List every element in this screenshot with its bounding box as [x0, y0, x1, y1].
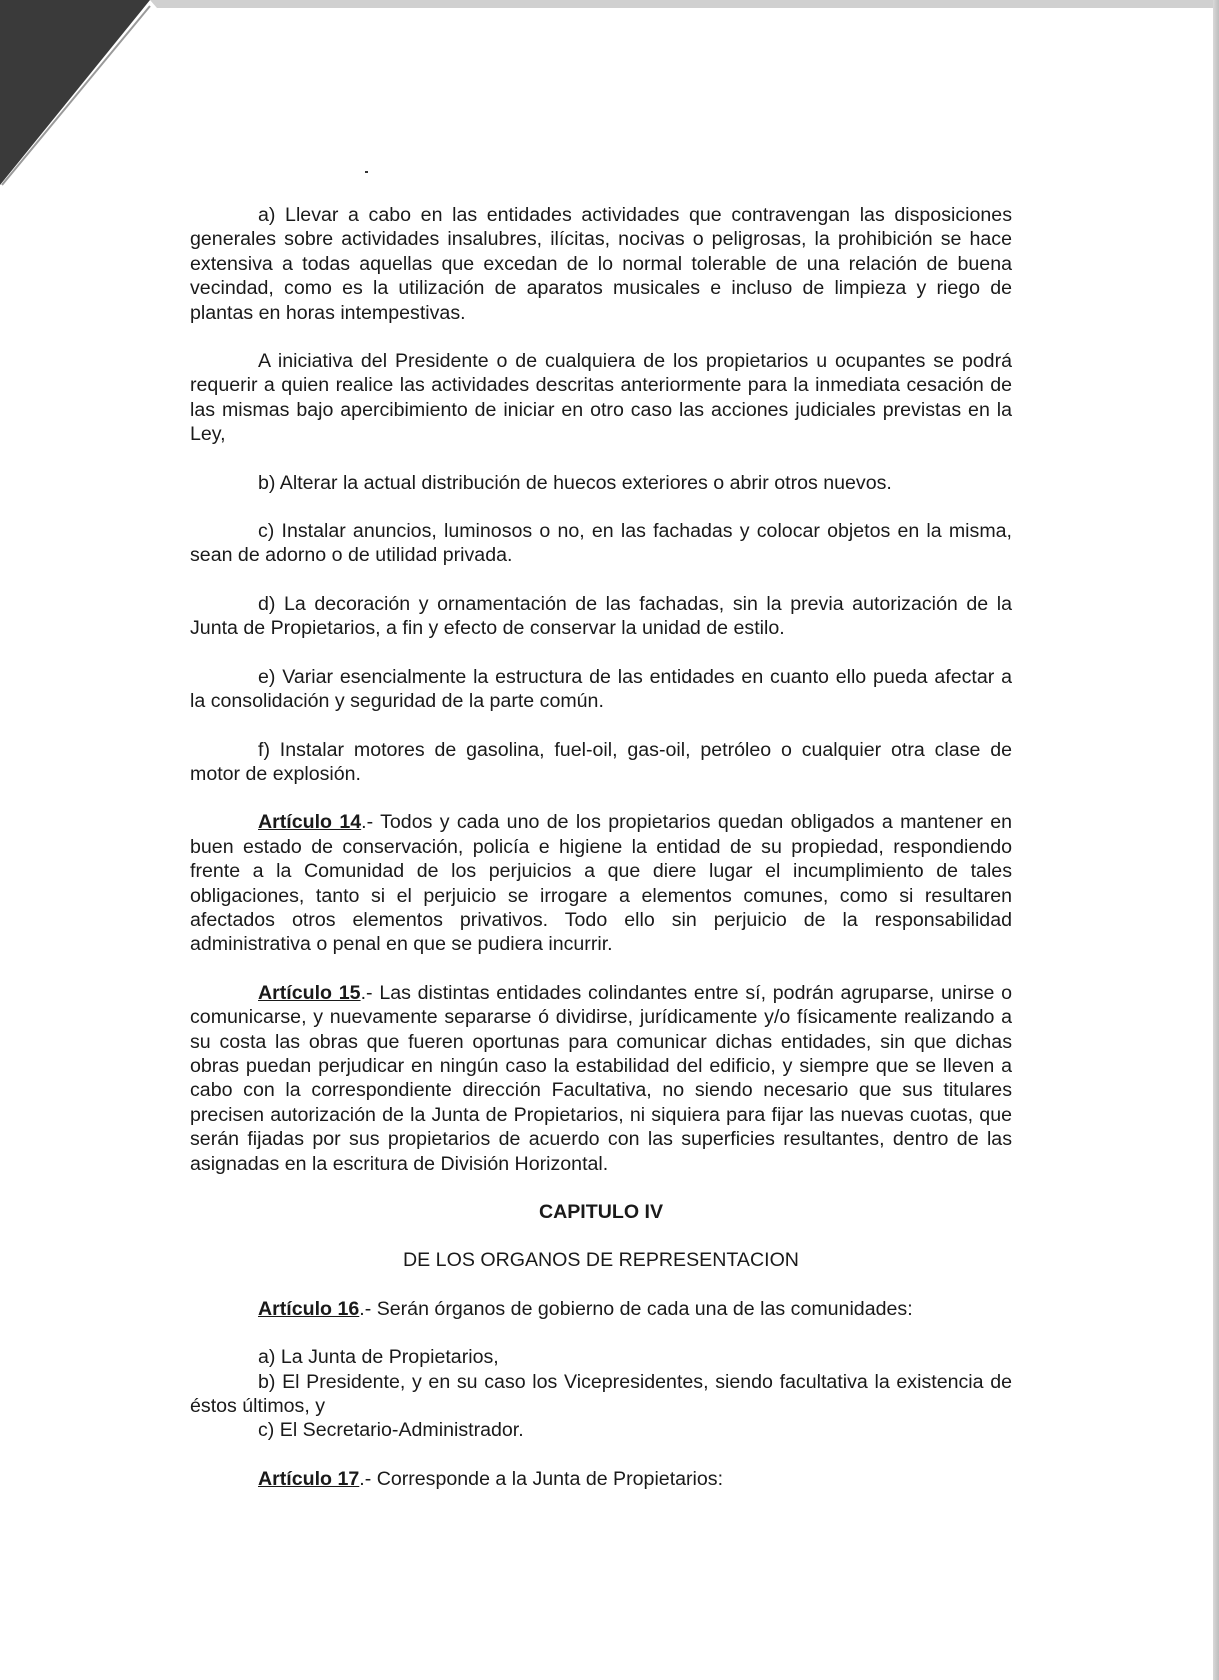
list16-item-b: b) El Presidente, y en su caso los Vicepresidentes, siendo facultativa la existencia de éstos últimos, y	[190, 1370, 1012, 1418]
article-14-body: Todos y cada uno de los propietarios quedan obligados a mantener en buen estado de conservación, policía e higiene la entidad de su propiedad, respondiendo frente a la Comunidad de los perjuicios a que diere lugar el incumplimiento de tales obligaciones, tanto si el perjuicio se irrogare a elementos comunes, como si resultaren afectados otros elementos privativos. Todo ello sin perjuicio de la responsabilidad administrativa o penal en que se pudiera incurrir.	[190, 811, 1012, 956]
article-16-title: Artículo 16	[258, 1297, 360, 1320]
paragraph-e: e) Variar esencialmente la estructura de las entidades en cuanto ello pueda afectar a la consolidación y seguridad de la parte común.	[190, 665, 1012, 713]
paragraph-f: f) Instalar motores de gasolina, fuel-oil, gas-oil, petróleo o cualquier otra clase de motor de explosión.	[190, 738, 1012, 785]
page-right-edge	[1213, 0, 1219, 1680]
article-15-sep: .-	[360, 981, 380, 1004]
document-body	[190, 203, 1012, 1491]
article-14	[190, 810, 1012, 956]
paragraph-d: d) La decoración y ornamentación de las fachadas, sin la previa autorización de la Junta de Propietarios, a fin y efecto de conservar la unidad de estilo.	[190, 592, 1012, 640]
paragraph-b: b) Alterar la actual distribución de huecos exteriores o abrir otros nuevos.	[258, 471, 892, 494]
article-15	[190, 981, 1012, 1176]
paragraph-c: c) Instalar anuncios, luminosos o no, en las fachadas y colocar objetos en la misma, sean de adorno o de utilidad privada.	[190, 520, 1012, 567]
article-14-sep: .-	[361, 811, 381, 834]
article-16	[190, 1297, 1012, 1321]
article-16-body: Serán órganos de gobierno de cada una de las comunidades:	[376, 1297, 913, 1320]
scan-speck	[365, 171, 368, 173]
list16-item-c: c) El Secretario-Administrador.	[258, 1419, 524, 1442]
article-17-body: Corresponde a la Junta de Propietarios:	[376, 1467, 724, 1490]
paragraph-iniciativa: A iniciativa del Presidente o de cualquiera de los propietarios u ocupantes se podrá requerir a quien realice las actividades descritas anteriormente para la inmediata cesación de las mismas bajo apercibimiento de iniciar en otro caso las acciones judiciales previstas en la Ley,	[190, 350, 1012, 446]
list16-item-a: a) La Junta de Propietarios,	[258, 1346, 499, 1369]
scan-corner-shadow	[0, 0, 1219, 190]
paragraph-a: a) Llevar a cabo en las entidades actividades que contravengan las disposiciones generales sobre actividades insalubres, ilícitas, nocivas o peligrosas, la prohibición se hace extensiva a todas aquellas que excedan de lo normal tolerable de una relación de buena vecindad, como es la utilización de aparatos musicales e incluso de limpieza y riego de plantas en horas intempestivas.	[190, 204, 1012, 324]
article-15-title: Artículo 15	[258, 981, 361, 1004]
article-14-title: Artículo 14	[258, 811, 362, 834]
article-16-sep: .-	[359, 1297, 377, 1320]
article-17	[190, 1467, 1012, 1491]
article-17-sep: .-	[359, 1467, 377, 1490]
chapter-title: CAPITULO IV	[538, 1201, 664, 1223]
chapter-subtitle: DE LOS ORGANOS DE REPRESENTACION	[403, 1249, 799, 1272]
article-15-body: Las distintas entidades colindantes entre sí, podrán agruparse, unirse o comunicarse, y nuevamente separarse ó dividirse, jurídicamente y/o físicamente realizando a su costa las obras que fueren oportunas para comunicar dichas entidades, sin que dichas obras puedan perjudicar en ningún caso la estabilidad del edificio, y siempre que se lleven a cabo con la correspondiente dirección Facultativa, no siendo necesario que sus titulares precisen autorización de la Junta de Propietarios, ni siquiera para fijar las nuevas cuotas, que serán fijadas por sus propietarios de acuerdo con las superficies resultantes, dentro de las asignadas en la escritura de División Horizontal.	[190, 981, 1012, 1175]
article-17-title: Artículo 17	[258, 1467, 360, 1490]
